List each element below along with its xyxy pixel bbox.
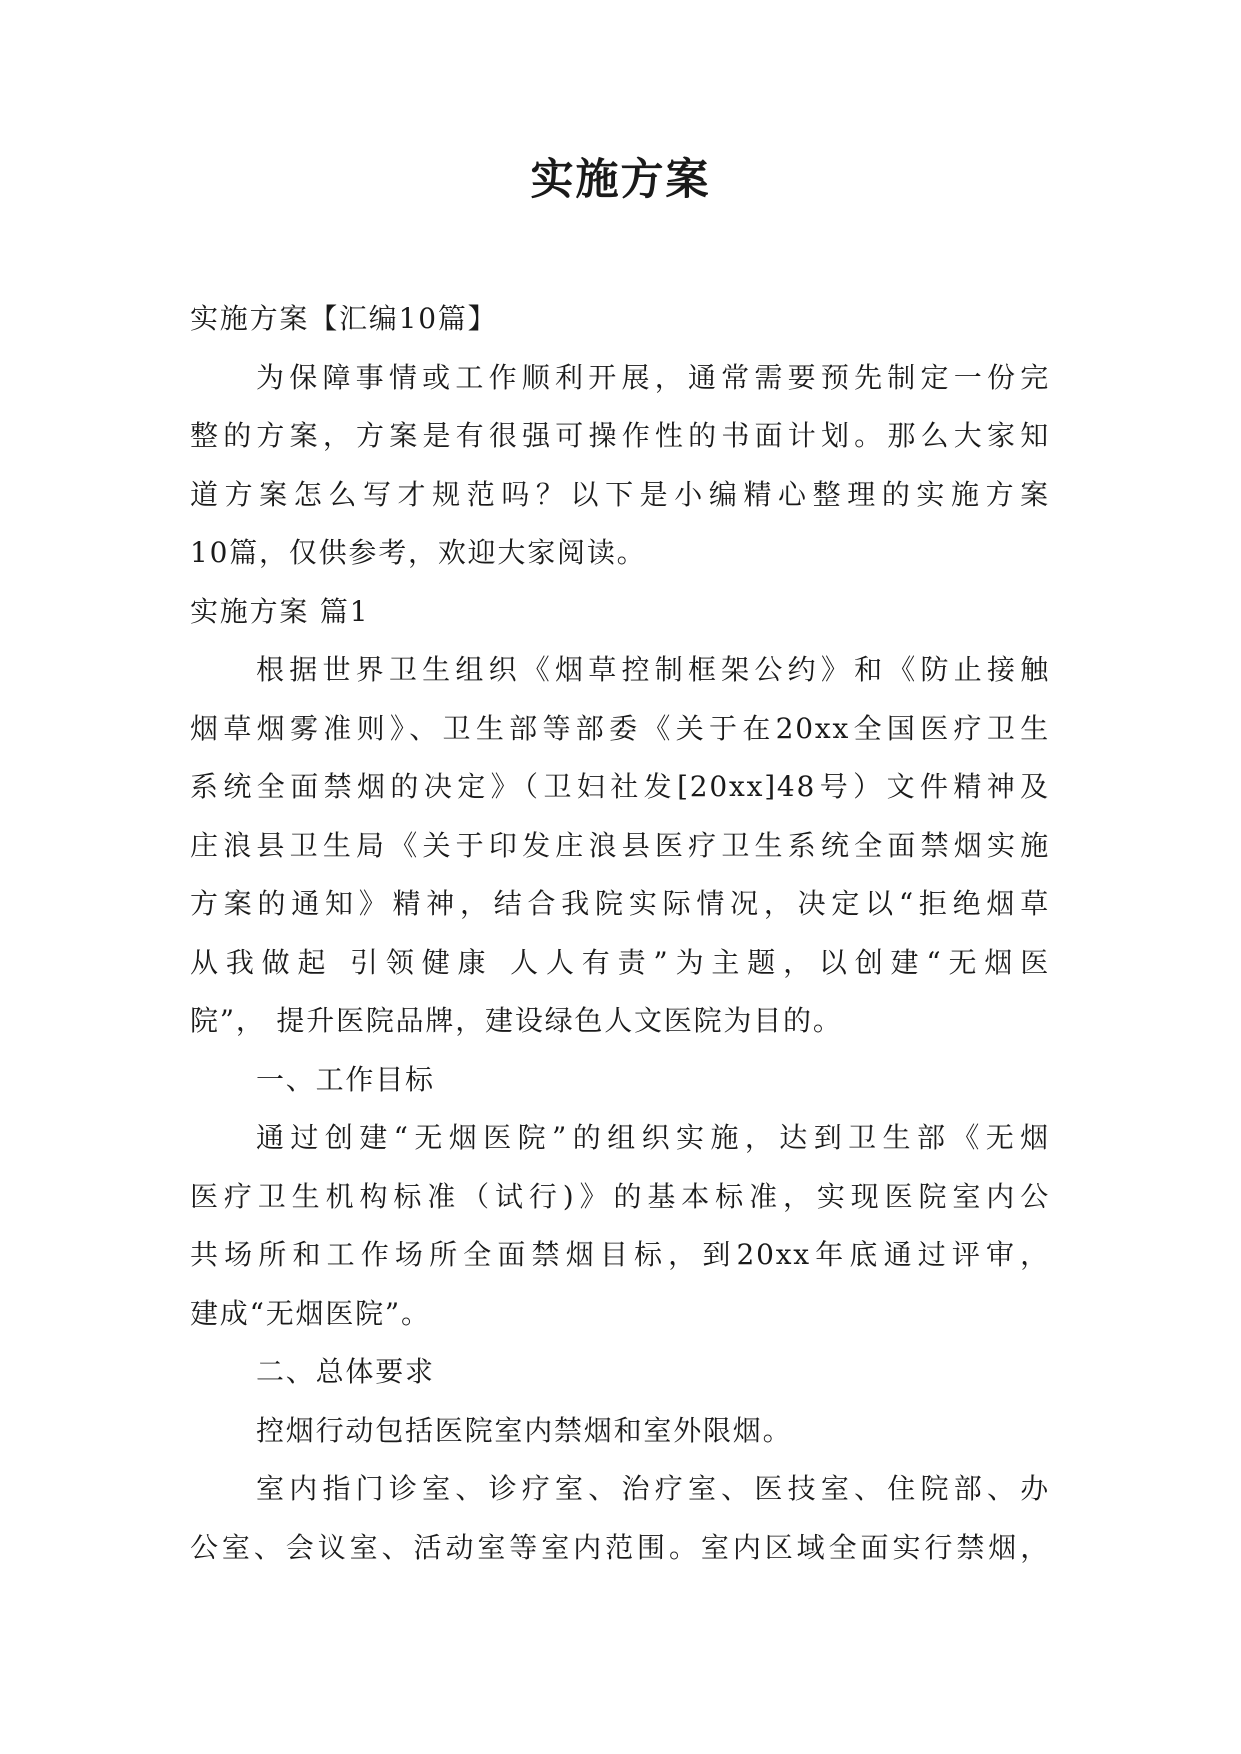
text-line: 系统全面禁烟的决定》（卫妇社发[20xx]48号）文件精神及 <box>190 770 1050 803</box>
text-line: 控烟行动包括医院室内禁烟和室外限烟。 <box>256 1413 793 1447</box>
section-heading: 二、总体要求 <box>256 1355 435 1388</box>
text-line: 庄浪县卫生局《关于印发庄浪县医疗卫生系统全面禁烟实施 <box>190 828 1050 862</box>
text-line: 烟草烟雾准则》、卫生部等部委《关于在20xx全国医疗卫生 <box>190 711 1050 745</box>
text-line: 实施方案【汇编10篇】 <box>190 302 498 335</box>
text-line: 公室、会议室、活动室等室内范围。室内区域全面实行禁烟， <box>190 1530 1050 1564</box>
text-line: 为保障事情或工作顺利开展，通常需要预先制定一份完 <box>256 360 1050 394</box>
section-heading: 实施方案 篇1 <box>190 594 370 628</box>
text-line: 建成“无烟医院”。 <box>190 1296 431 1330</box>
text-line: 从我做起 引领健康 人人有责”为主题，以创建“无烟医 <box>190 945 1050 979</box>
text-line: 共场所和工作场所全面禁烟目标，到20xx年底通过评审， <box>190 1238 1050 1271</box>
text-line: 通过创建“无烟医院”的组织实施，达到卫生部《无烟 <box>256 1121 1050 1154</box>
text-line: 院”， 提升医院品牌，建设绿色人文医院为目的。 <box>190 1004 843 1037</box>
text-line: 医疗卫生机构标准（试行)》的基本标准，实现医院室内公 <box>190 1179 1050 1213</box>
text-line: 道方案怎么写才规范吗？以下是小编精心整理的实施方案 <box>190 477 1050 511</box>
text-line: 10篇，仅供参考，欢迎大家阅读。 <box>190 536 647 569</box>
text-line: 方案的通知》精神，结合我院实际情况，决定以“拒绝烟草 <box>190 887 1050 920</box>
section-heading: 一、工作目标 <box>256 1062 435 1096</box>
document-title: 实施方案 <box>530 155 711 205</box>
document-body <box>190 290 1050 1577</box>
text-line: 室内指门诊室、诊疗室、治疗室、医技室、住院部、办 <box>256 1472 1050 1505</box>
text-line: 根据世界卫生组织《烟草控制框架公约》和《防止接触 <box>256 653 1050 686</box>
text-line: 整的方案，方案是有很强可操作性的书面计划。那么大家知 <box>190 419 1050 452</box>
